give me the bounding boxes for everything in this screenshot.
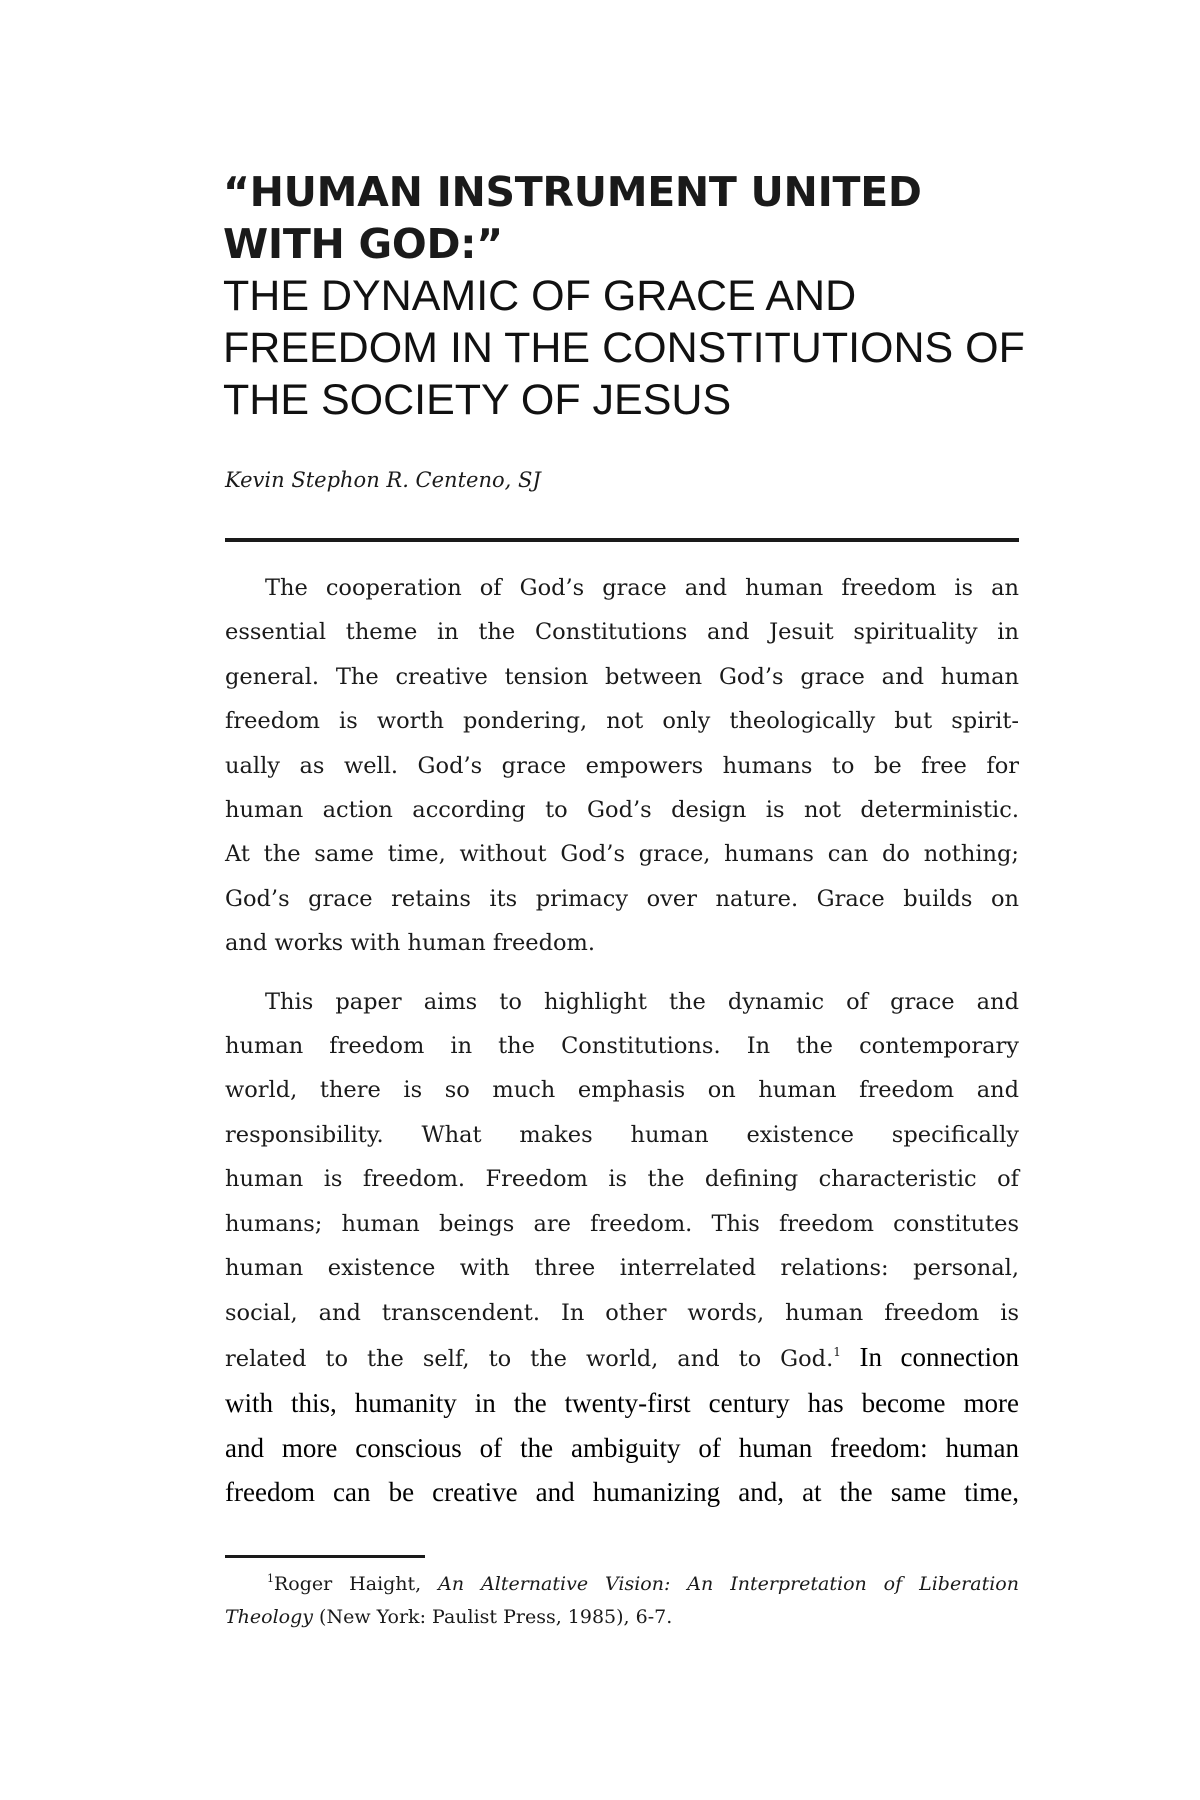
title-main-line-2: WITH GOD:” bbox=[223, 220, 503, 268]
body-line: At the same time, without God’s grace, humans can do nothing; bbox=[225, 841, 1019, 868]
subtitle-line-1: THE DYNAMIC OF GRACE AND bbox=[223, 272, 857, 320]
body-line: essential theme in the Constitutions and Jesuit spirituality in bbox=[225, 619, 1019, 646]
article-body bbox=[225, 566, 1019, 1529]
title-divider-rule bbox=[225, 538, 1019, 542]
body-line-with-footnote-ref bbox=[225, 1335, 1019, 1381]
footnote-book-title-cont: Theology bbox=[225, 1606, 314, 1628]
footnote-separator-rule bbox=[225, 1555, 425, 1558]
footnote-book-title: An Alternative Vision: An Interpretation of Liberation bbox=[438, 1573, 1019, 1595]
body-line: freedom can be creative and humanizing and, at the same time, bbox=[225, 1477, 1019, 1508]
body-line: freedom is worth pondering, not only theologically but spirit- bbox=[225, 708, 1019, 735]
author-byline: Kevin Stephon R. Centeno, SJ bbox=[225, 468, 541, 492]
footnote-publication: (New York: Paulist Press, 1985), 6-7. bbox=[313, 1606, 673, 1628]
body-line: and more conscious of the ambiguity of human freedom: human bbox=[225, 1432, 1019, 1463]
paragraph-1 bbox=[225, 566, 1019, 966]
body-line: general. The creative tension between God’s grace and human bbox=[225, 663, 1019, 690]
footnote-line bbox=[225, 1601, 1019, 1634]
body-line: The cooperation of God’s grace and human freedom is an bbox=[265, 575, 1019, 601]
body-line: human freedom in the Constitutions. In the contemporary bbox=[225, 1033, 1019, 1060]
article-title bbox=[223, 166, 1043, 426]
body-line: human action according to God’s design is not deterministic. bbox=[225, 797, 1019, 824]
body-line: humans; human beings are freedom. This freedom constitutes bbox=[225, 1210, 1019, 1237]
body-text-segment: related to the self, to the world, and to God. bbox=[225, 1345, 834, 1372]
body-line: social, and transcendent. In other words, human freedom is bbox=[225, 1299, 1019, 1326]
body-line: human is freedom. Freedom is the defining characteristic of bbox=[225, 1166, 1019, 1193]
paragraph-2 bbox=[225, 980, 1019, 1515]
subtitle-line-2: FREEDOM IN THE CONSTITUTIONS OF bbox=[223, 324, 1025, 372]
body-line: with this, humanity in the twenty-first century has become more bbox=[225, 1388, 1019, 1419]
body-line: and works with human freedom. bbox=[225, 930, 596, 957]
body-line: ually as well. God’s grace empowers humans to be free for bbox=[225, 752, 1019, 779]
body-line: human existence with three interrelated relations: personal, bbox=[225, 1255, 1019, 1282]
footnote-1 bbox=[225, 1568, 1019, 1634]
footnote-line bbox=[225, 1568, 1019, 1601]
footnote-reference[interactable]: 1 bbox=[833, 1344, 841, 1359]
title-main-line-1: “HUMAN INSTRUMENT UNITED bbox=[223, 168, 922, 216]
body-line: God’s grace retains its primacy over nature. Grace builds on bbox=[225, 885, 1019, 912]
subtitle-line-3: THE SOCIETY OF JESUS bbox=[223, 376, 732, 424]
footnote-author: Roger Haight, bbox=[274, 1573, 439, 1595]
body-line: This paper aims to highlight the dynamic of grace and bbox=[265, 988, 1019, 1015]
body-line: world, there is so much emphasis on human freedom and bbox=[225, 1077, 1019, 1104]
footnote-number: 1 bbox=[267, 1572, 274, 1585]
body-text-segment: In connection bbox=[840, 1341, 1019, 1372]
body-line: responsibility. What makes human existence specifically bbox=[225, 1121, 1019, 1148]
